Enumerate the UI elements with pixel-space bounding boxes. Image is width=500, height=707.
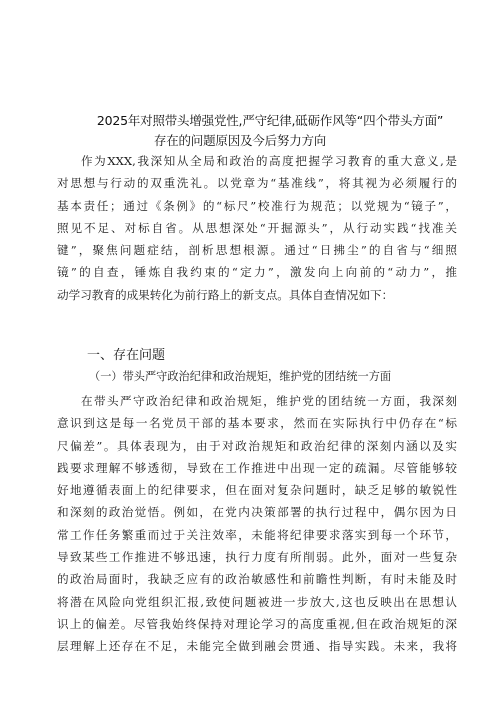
intro-paragraph (57, 150, 457, 306)
paragraph-line: 照见不足、对标自省。从思想深处“开掘源头”，从行动实践“找准关 (57, 220, 457, 235)
paragraph-line: 好地遵循表面上的纪律要求，但在面对复杂问题时，缺乏足够的敏锐性 (57, 483, 457, 498)
paragraph-line: 和深刻的政治觉悟。例如，在党内决策部署的执行过程中，偶尔因为日 (57, 505, 457, 520)
subsection-heading: （一）带头严守政治纪律和政治规矩，维护党的团结统一方面 (89, 370, 392, 383)
paragraph-line: 在带头严守政治纪律和政治规矩，维护党的团结统一方面，我深刻 (81, 394, 457, 408)
paragraph-line: 导致某些工作推进不够迅速，执行力度有所削弱。此外，面对一些复杂 (57, 550, 457, 565)
paragraph-line: 对思想与行动的双重洗礼。以党章为“基准线”，将其视为必须履行的 (57, 176, 457, 191)
paragraph-line: 基本责任；通过《条例》的“标尺”校准行为规范；以党规为“镜子”， (57, 198, 457, 213)
document-title-line-2: 存在的问题原因及今后努力方向 (153, 133, 327, 148)
paragraph-line: 作为XXX,我深知从全局和政治的高度把握学习教育的重大意义,是 (81, 154, 457, 168)
document-title-line-1: 2025年对照带头增强党性,严守纪律,砥砺作风等“四个带头方面” (96, 113, 444, 128)
paragraph-line: 将潜在风险向党组织汇报,致使问题被进一步放大,这也反映出在思想认 (57, 594, 457, 609)
paragraph-line: 动学习教育的成果转化为前行路上的新支点。具体自查情况如下： (57, 287, 394, 302)
paragraph-line: 的政治局面时，我缺乏应有的政治敏感性和前瞻性判断，有时未能及时 (57, 572, 457, 587)
paragraph-line: 意识到这是每一名党员干部的基本要求，然而在实际执行中仍存在“标 (57, 416, 457, 431)
paragraph-line: 镜”的自查，锤炼自我约束的“定力”，激发向上向前的“动力”，推 (57, 265, 457, 280)
paragraph-line: 识上的偏差。尽管我始终保持对理论学习的高度重视,但在政治规矩的深 (57, 616, 457, 631)
paragraph-line: 践要求理解不够透彻，导致在工作推进中出现一定的疏漏。尽管能够较 (57, 460, 457, 475)
section-heading: 一、存在问题 (87, 348, 166, 363)
paragraph-line: 层理解上还存在不足，未能完全做到融会贯通、指导实践。未来，我将 (57, 639, 457, 654)
section-paragraph (57, 390, 457, 658)
paragraph-line: 键”，聚焦问题症结，剖析思想根源。通过“日拂尘”的自省与“细照 (57, 243, 457, 258)
paragraph-line: 常工作任务繁重而过于关注效率，未能将纪律要求落实到每一个环节， (57, 527, 457, 542)
paragraph-line: 尺偏差”。具体表现为，由于对政治规矩和政治纪律的深刻内涵以及实 (57, 438, 457, 453)
